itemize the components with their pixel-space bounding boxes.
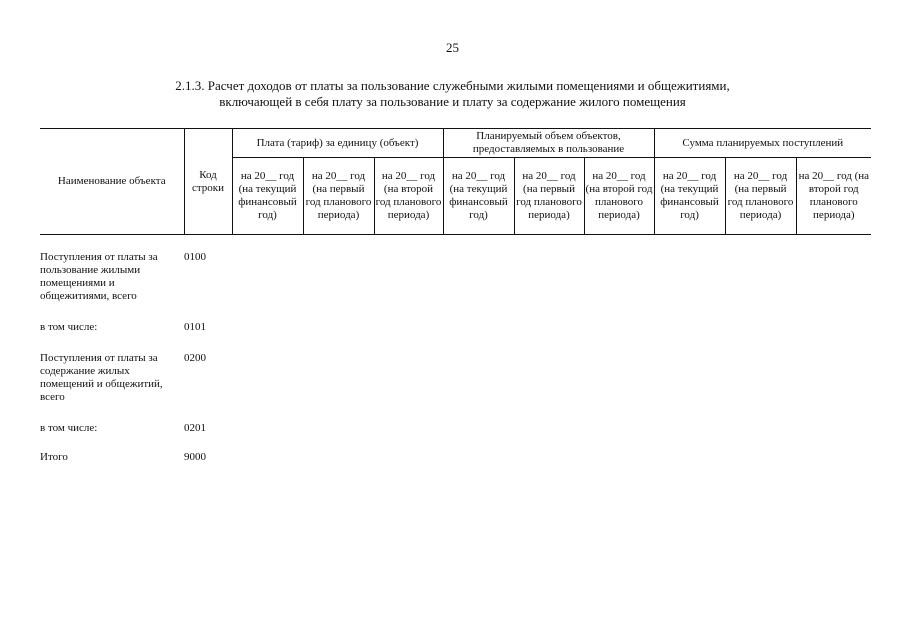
header-group-volume: Планируемый объем объектов, предоставляемых в пользование (443, 129, 654, 158)
row-code: 0101 (184, 321, 206, 333)
row-name: Поступления от платы за пользование жилыми помещениями и общежитиями, всего (40, 251, 158, 302)
row-code: 9000 (184, 451, 206, 463)
table-row (40, 352, 871, 422)
table-row (40, 422, 871, 451)
header-row-code: Код строки (184, 129, 232, 235)
header-group-tariff: Плата (тариф) за единицу (объект) (232, 129, 443, 158)
header-volume-current-year: на 20__ год (на текущий финансовый год) (443, 158, 514, 235)
header-tariff-current-year: на 20__ год (на текущий финансовый год) (232, 158, 303, 235)
header-group-sum: Сумма планируемых поступлений (654, 129, 871, 158)
row-name: в том числе: (40, 422, 98, 434)
row-name: в том числе: (40, 321, 98, 333)
header-tariff-second-plan-year: на 20__ год (на второй год планового периода) (374, 158, 443, 235)
header-sum-first-plan-year: на 20__ год (на первый год планового периода) (725, 158, 796, 235)
header-volume-second-plan-year: на 20__ год (на второй год планового периода) (584, 158, 654, 235)
table-row (40, 321, 871, 352)
row-code: 0100 (184, 251, 206, 263)
header-volume-first-plan-year: на 20__ год (на первый год планового периода) (514, 158, 584, 235)
row-name: Итого (40, 451, 68, 463)
table-row (40, 451, 871, 464)
title-line-2: включающей в себя плату за пользование и плату за содержание жилого помещения (219, 94, 686, 109)
row-code: 0200 (184, 352, 206, 364)
header-sum-second-plan-year: на 20__ год (на второй год планового периода) (796, 158, 871, 235)
row-code: 0201 (184, 422, 206, 434)
row-name: Поступления от платы за содержание жилых помещений и общежитий, всего (40, 352, 163, 403)
header-tariff-first-plan-year: на 20__ год (на первый год планового периода) (303, 158, 374, 235)
title-line-1: 2.1.3. Расчет доходов от платы за пользование служебными жилыми помещениями и общежитиями, (175, 78, 730, 93)
header-sum-current-year: на 20__ год (на текущий финансовый год) (654, 158, 725, 235)
income-calculation-table (40, 128, 871, 464)
table-row (40, 251, 871, 321)
page-number: 25 (446, 40, 459, 55)
header-object-name: Наименование объекта (40, 129, 184, 235)
section-title (0, 78, 905, 110)
